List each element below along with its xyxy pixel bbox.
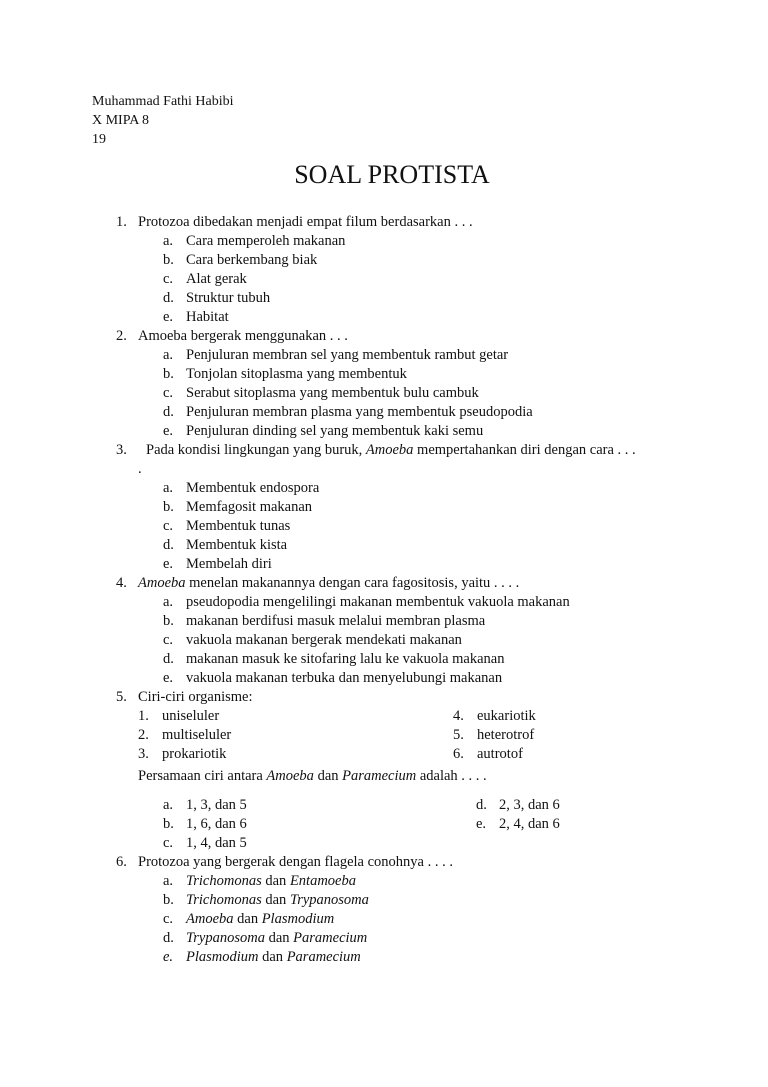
option-item [116, 498, 716, 517]
question-5 [116, 688, 716, 853]
option-letter: d. [163, 651, 174, 667]
option-text: Membentuk tunas [186, 518, 291, 534]
question-number: 3. [116, 442, 127, 458]
organism-name: Amoeba [186, 911, 234, 927]
option-letter: e. [163, 670, 174, 686]
criteria-text: multiseluler [162, 727, 232, 743]
answer-grid [116, 796, 716, 853]
student-header [92, 92, 234, 149]
criteria-text: eukariotik [477, 708, 536, 724]
question-number: 1. [116, 214, 127, 230]
option-text: Tonjolan sitoplasma yang membentuk [186, 366, 407, 382]
option-item [116, 891, 716, 910]
option-item [116, 612, 716, 631]
option-item [116, 289, 716, 308]
option-text: 1, 4, dan 5 [186, 835, 247, 851]
question-4-line [116, 574, 716, 593]
question-6-line [116, 853, 716, 872]
option-text: dan [262, 949, 284, 965]
criteria-text: prokariotik [162, 746, 227, 762]
option-item [116, 232, 716, 251]
option-letter: c. [163, 835, 174, 851]
prompt-text: Persamaan ciri antara [138, 768, 263, 784]
question-2-line [116, 327, 716, 346]
option-letter: d. [163, 404, 174, 420]
option-item [116, 479, 716, 498]
option-letter: e. [163, 423, 174, 439]
criteria-item [453, 726, 536, 745]
option-text: vakuola makanan terbuka dan menyelubungi makanan [186, 670, 503, 686]
option-item [116, 403, 716, 422]
option-letter: b. [163, 613, 174, 629]
option-item [116, 910, 716, 929]
criteria-number: 1. [138, 708, 149, 724]
option-letter: d. [163, 537, 174, 553]
option-letter: a. [163, 480, 174, 496]
criteria-item [138, 726, 231, 745]
organism-name: Trichomonas [186, 892, 262, 908]
prompt-text: dan [317, 768, 339, 784]
student-class: X MIPA 8 [92, 113, 150, 128]
option-text: 2, 4, dan 6 [499, 816, 560, 832]
organism-name: Paramecium [293, 930, 368, 946]
option-text: pseudopodia mengelilingi makanan membentuk vakuola makanan [186, 594, 570, 610]
option-letter: c. [163, 271, 174, 287]
organism-name: Plasmodium [186, 949, 259, 965]
option-item [116, 536, 716, 555]
organism-name: Trypanosoma [289, 892, 369, 908]
question-number: 2. [116, 328, 127, 344]
question-1 [116, 213, 716, 327]
option-item [116, 422, 716, 441]
option-item [116, 929, 716, 948]
criteria-number: 3. [138, 746, 149, 762]
student-number: 19 [92, 132, 106, 147]
option-letter: d. [163, 290, 174, 306]
question-number: 6. [116, 854, 127, 870]
page-title-wrap [0, 160, 768, 190]
option-text: Cara berkembang biak [186, 252, 318, 268]
question-number: 4. [116, 575, 127, 591]
question-5-line [116, 688, 716, 707]
option-text: Cara memperoleh makanan [186, 233, 346, 249]
criteria-item [138, 707, 231, 726]
question-text-cont: mempertahankan diri dengan cara . . . [417, 442, 636, 458]
option-letter: d. [476, 797, 487, 813]
option-text: Membentuk kista [186, 537, 288, 553]
option-list [116, 872, 716, 967]
question-prompt [116, 767, 716, 786]
prompt-text: adalah . . . . [419, 768, 487, 784]
option-list [116, 346, 716, 441]
question-4 [116, 574, 716, 688]
option-text: 1, 3, dan 5 [186, 797, 247, 813]
question-list [116, 213, 716, 967]
option-letter: a. [163, 873, 174, 889]
option-item [116, 872, 716, 891]
option-item [116, 517, 716, 536]
option-item [116, 815, 247, 834]
answer-column-left [116, 796, 247, 853]
option-text: makanan masuk ke sitofaring lalu ke vakuola makanan [186, 651, 505, 667]
criteria-text: autrotof [477, 746, 523, 762]
option-letter: e. [163, 556, 174, 572]
criteria-text: heterotrof [477, 727, 535, 743]
organism-name: Entamoeba [289, 873, 356, 889]
option-item [116, 669, 716, 688]
option-item [116, 834, 247, 853]
organism-name: Trypanosoma [186, 930, 265, 946]
criteria-column-left [138, 707, 231, 764]
criteria-list [116, 707, 716, 764]
option-letter: a. [163, 347, 174, 363]
question-text: Pada kondisi lingkungan yang buruk, [146, 442, 363, 458]
option-letter: c. [163, 632, 174, 648]
option-list [116, 479, 716, 574]
option-item [116, 346, 716, 365]
question-text: Protozoa dibedakan menjadi empat filum berdasarkan . . . [138, 214, 473, 230]
option-letter: c. [163, 911, 174, 927]
organism-name: Paramecium [286, 949, 361, 965]
option-item [116, 308, 716, 327]
option-letter: e. [163, 309, 174, 325]
criteria-number: 4. [453, 708, 464, 724]
option-text: vakuola makanan bergerak mendekati makanan [186, 632, 462, 648]
option-letter: b. [163, 366, 174, 382]
option-text: makanan berdifusi masuk melalui membran plasma [186, 613, 486, 629]
organism-name: Plasmodium [261, 911, 335, 927]
question-text: Ciri-ciri organisme: [138, 689, 253, 705]
option-item [116, 365, 716, 384]
option-text: dan [237, 911, 259, 927]
option-text: Struktur tubuh [186, 290, 271, 306]
option-item [116, 593, 716, 612]
option-text: Serabut sitoplasma yang membentuk bulu cambuk [186, 385, 479, 401]
option-item [116, 384, 716, 403]
option-item [476, 815, 560, 834]
option-letter: b. [163, 816, 174, 832]
option-text: 1, 6, dan 6 [186, 816, 247, 832]
option-text: dan [265, 873, 287, 889]
option-text: Penjuluran membran plasma yang membentuk pseudopodia [186, 404, 533, 420]
organism-name: Trichomonas [186, 873, 262, 889]
criteria-text: uniseluler [162, 708, 220, 724]
option-item [116, 251, 716, 270]
organism-name: Paramecium [342, 768, 417, 784]
option-letter: e. [163, 949, 174, 965]
question-3 [116, 441, 716, 574]
option-item [116, 631, 716, 650]
organism-name: Amoeba [138, 575, 186, 591]
criteria-column-right [453, 707, 536, 764]
option-text: dan [268, 930, 290, 946]
question-text: Protozoa yang bergerak dengan flagela conohnya . . . . [138, 854, 453, 870]
option-letter: c. [163, 385, 174, 401]
criteria-item [453, 745, 536, 764]
option-text: Membentuk endospora [186, 480, 320, 496]
option-letter: b. [163, 892, 174, 908]
option-text: Memfagosit makanan [186, 499, 313, 515]
criteria-item [138, 745, 231, 764]
option-letter: b. [163, 252, 174, 268]
option-item [116, 555, 716, 574]
option-text: 2, 3, dan 6 [499, 797, 560, 813]
option-letter: c. [163, 518, 174, 534]
organism-name: Amoeba [266, 768, 314, 784]
criteria-number: 6. [453, 746, 464, 762]
option-item [476, 796, 560, 815]
option-item [116, 270, 716, 289]
option-item [116, 948, 716, 967]
organism-name: Amoeba [365, 442, 414, 458]
option-list [116, 593, 716, 688]
question-1-line [116, 213, 716, 232]
question-text-wrap: . [138, 461, 142, 477]
option-text: Alat gerak [186, 271, 247, 287]
question-text: menelan makanannya dengan cara fagositosis, yaitu . . . . [189, 575, 520, 591]
criteria-number: 2. [138, 727, 149, 743]
option-item [116, 796, 247, 815]
option-item [116, 650, 716, 669]
option-letter: a. [163, 797, 174, 813]
option-text: Membelah diri [186, 556, 272, 572]
option-letter: e. [476, 816, 487, 832]
option-letter: b. [163, 499, 174, 515]
question-3-line [116, 441, 716, 460]
question-number: 5. [116, 689, 127, 705]
answer-column-right [476, 796, 560, 834]
option-text: dan [265, 892, 287, 908]
question-6 [116, 853, 716, 967]
option-letter: a. [163, 594, 174, 610]
criteria-number: 5. [453, 727, 464, 743]
question-2 [116, 327, 716, 441]
option-text: Habitat [186, 309, 229, 325]
criteria-item [453, 707, 536, 726]
option-list [116, 232, 716, 327]
question-text: Amoeba bergerak menggunakan . . . [138, 328, 348, 344]
option-letter: a. [163, 233, 174, 249]
option-text: Penjuluran membran sel yang membentuk rambut getar [186, 347, 509, 363]
page-title: SOAL PROTISTA [294, 160, 490, 189]
student-name: Muhammad Fathi Habibi [92, 94, 234, 109]
option-text: Penjuluran dinding sel yang membentuk kaki semu [186, 423, 484, 439]
option-letter: d. [163, 930, 174, 946]
